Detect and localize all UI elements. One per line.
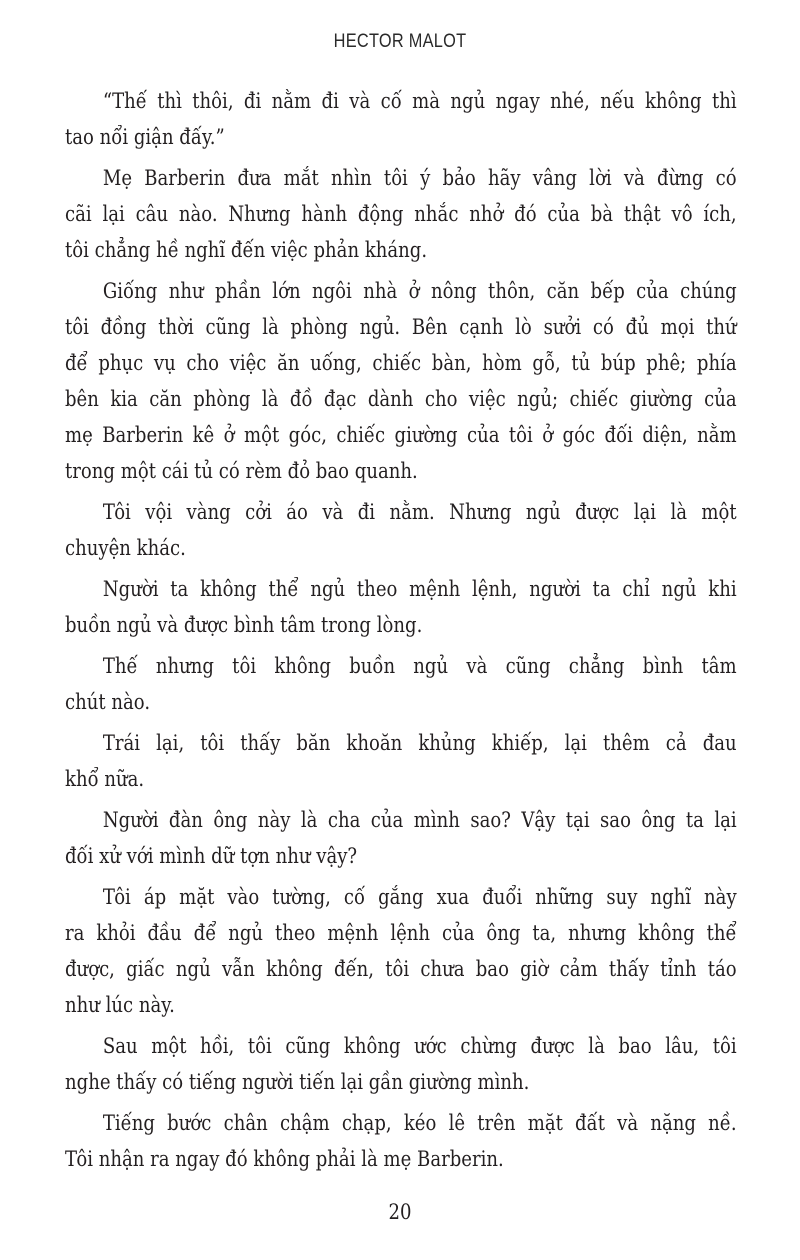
text-line: Thế nhưng tôi không buồn ngủ và cũng chẳng bình tâm bbox=[102, 654, 737, 678]
text-line: tao nổi giận đấy.” bbox=[65, 125, 225, 149]
text-line: để phục vụ cho việc ăn uống, chiếc bàn, hòm gỗ, tủ búp phê; phía bbox=[65, 351, 737, 375]
text-line: Người đàn ông này là cha của mình sao? Vậy tại sao ông ta lại bbox=[102, 808, 737, 832]
text-line: mẹ Barberin kê ở một góc, chiếc giường của tôi ở góc đối diện, nằm bbox=[65, 423, 737, 447]
text-line: Tiếng bước chân chậm chạp, kéo lê trên mặt đất và nặng nề. bbox=[102, 1111, 737, 1135]
paragraph bbox=[65, 160, 737, 273]
text-line: tôi đồng thời cũng là phòng ngủ. Bên cạnh lò sưởi có đủ mọi thứ bbox=[65, 315, 737, 339]
text-line: Mẹ Barberin đưa mắt nhìn tôi ý bảo hãy vâng lời và đừng có bbox=[102, 166, 737, 190]
text-line: như lúc này. bbox=[65, 993, 175, 1017]
paragraph bbox=[65, 273, 737, 494]
paragraph bbox=[65, 83, 737, 160]
paragraph bbox=[65, 1028, 737, 1105]
text-line: nghe thấy có tiếng người tiến lại gần giường mình. bbox=[65, 1070, 530, 1094]
paragraph bbox=[65, 725, 737, 802]
paragraph bbox=[65, 1105, 737, 1182]
text-line: trong một cái tủ có rèm đỏ bao quanh. bbox=[65, 459, 418, 483]
paragraph bbox=[65, 494, 737, 571]
text-line: chuyện khác. bbox=[65, 536, 186, 560]
text-line: chút nào. bbox=[65, 690, 151, 714]
paragraph bbox=[65, 571, 737, 648]
running-header: HECTOR MALOT bbox=[333, 31, 467, 52]
text-line: buồn ngủ và được bình tâm trong lòng. bbox=[65, 613, 423, 637]
page-number: 20 bbox=[388, 1200, 412, 1224]
text-line: tôi chẳng hề nghĩ đến việc phản kháng. bbox=[65, 238, 428, 262]
text-line: ra khỏi đầu để ngủ theo mệnh lệnh của ông ta, nhưng không thể bbox=[65, 921, 737, 945]
page-body bbox=[65, 83, 737, 1182]
text-line: Người ta không thể ngủ theo mệnh lệnh, người ta chỉ ngủ khi bbox=[102, 577, 737, 601]
text-line: đối xử với mình dữ tợn như vậy? bbox=[65, 844, 358, 868]
text-line: Tôi áp mặt vào tường, cố gắng xua đuổi những suy nghĩ này bbox=[102, 885, 737, 909]
text-line: Sau một hồi, tôi cũng không ước chừng được là bao lâu, tôi bbox=[102, 1034, 737, 1058]
text-line: “Thế thì thôi, đi nằm đi và cố mà ngủ ngay nhé, nếu không thì bbox=[102, 89, 737, 113]
text-line: Tôi nhận ra ngay đó không phải là mẹ Barberin. bbox=[65, 1147, 504, 1171]
paragraph bbox=[65, 879, 737, 1028]
text-line: cãi lại câu nào. Nhưng hành động nhắc nhở đó của bà thật vô ích, bbox=[65, 202, 737, 226]
text-line: Trái lại, tôi thấy băn khoăn khủng khiếp, lại thêm cả đau bbox=[102, 731, 737, 755]
text-line: Giống như phần lớn ngôi nhà ở nông thôn, căn bếp của chúng bbox=[102, 279, 737, 303]
paragraph bbox=[65, 802, 737, 879]
paragraph bbox=[65, 648, 737, 725]
text-line: Tôi vội vàng cởi áo và đi nằm. Nhưng ngủ được lại là một bbox=[102, 500, 737, 524]
text-line: được, giấc ngủ vẫn không đến, tôi chưa bao giờ cảm thấy tỉnh táo bbox=[65, 957, 737, 981]
text-line: khổ nữa. bbox=[65, 767, 145, 791]
text-line: bên kia căn phòng là đồ đạc dành cho việc ngủ; chiếc giường của bbox=[65, 387, 737, 411]
